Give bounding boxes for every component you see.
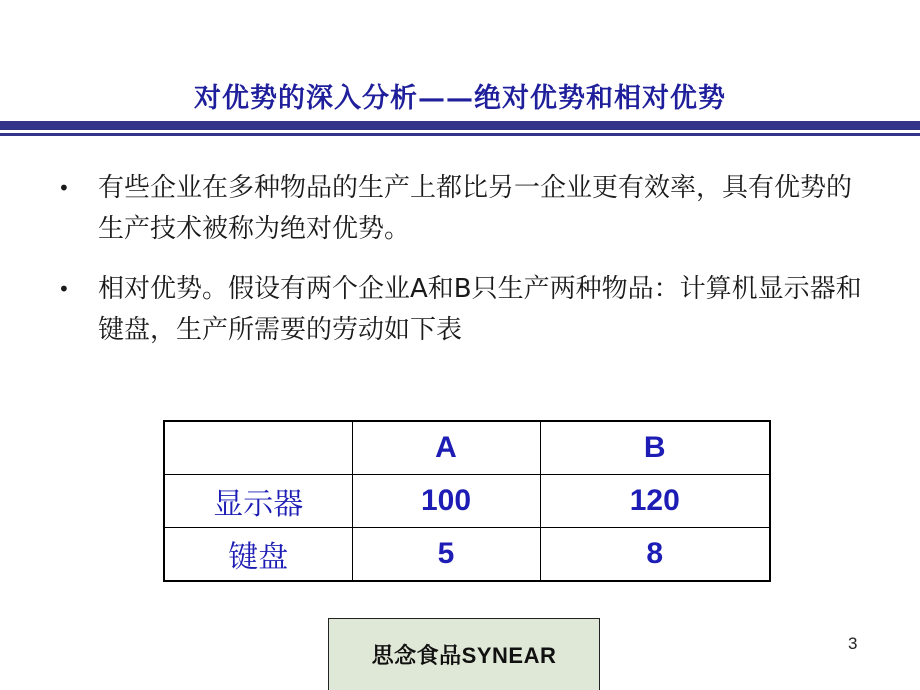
bullet-marker: •: [58, 176, 70, 200]
bullet-item: [58, 269, 868, 351]
synear-logo: [328, 618, 600, 690]
logo-text: 思念食品SYNEAR: [371, 643, 557, 668]
labor-requirement-table: [163, 420, 771, 582]
title-divider-thin: [0, 133, 920, 136]
table-cell: 120: [540, 475, 770, 528]
bullet-list: [58, 168, 868, 370]
slide-title: 对优势的深入分析——绝对优势和相对优势: [194, 83, 726, 114]
table-row: [164, 475, 770, 528]
bullet-marker: •: [58, 277, 70, 301]
table-cell: 100: [352, 475, 540, 528]
page-number: 3: [848, 634, 858, 653]
table-header-row: [164, 421, 770, 475]
title-divider-thick: [0, 121, 920, 130]
row-label-keyboard: 键盘: [164, 528, 352, 582]
column-header-a: A: [352, 421, 540, 475]
bullet-item: [58, 168, 868, 250]
row-label-monitor: 显示器: [164, 475, 352, 528]
column-header-b: B: [540, 421, 770, 475]
table-corner-cell: [164, 421, 352, 475]
table-cell: 8: [540, 528, 770, 582]
bullet-text: 有些企业在多种物品的生产上都比另一企业更有效率，具有优势的生产技术被称为绝对优势。: [98, 173, 853, 244]
table-row: [164, 528, 770, 582]
table-cell: 5: [352, 528, 540, 582]
bullet-text: 相对优势。假设有两个企业A和B只生产两种物品：计算机显示器和键盘，生产所需要的劳动如下表: [98, 274, 862, 345]
